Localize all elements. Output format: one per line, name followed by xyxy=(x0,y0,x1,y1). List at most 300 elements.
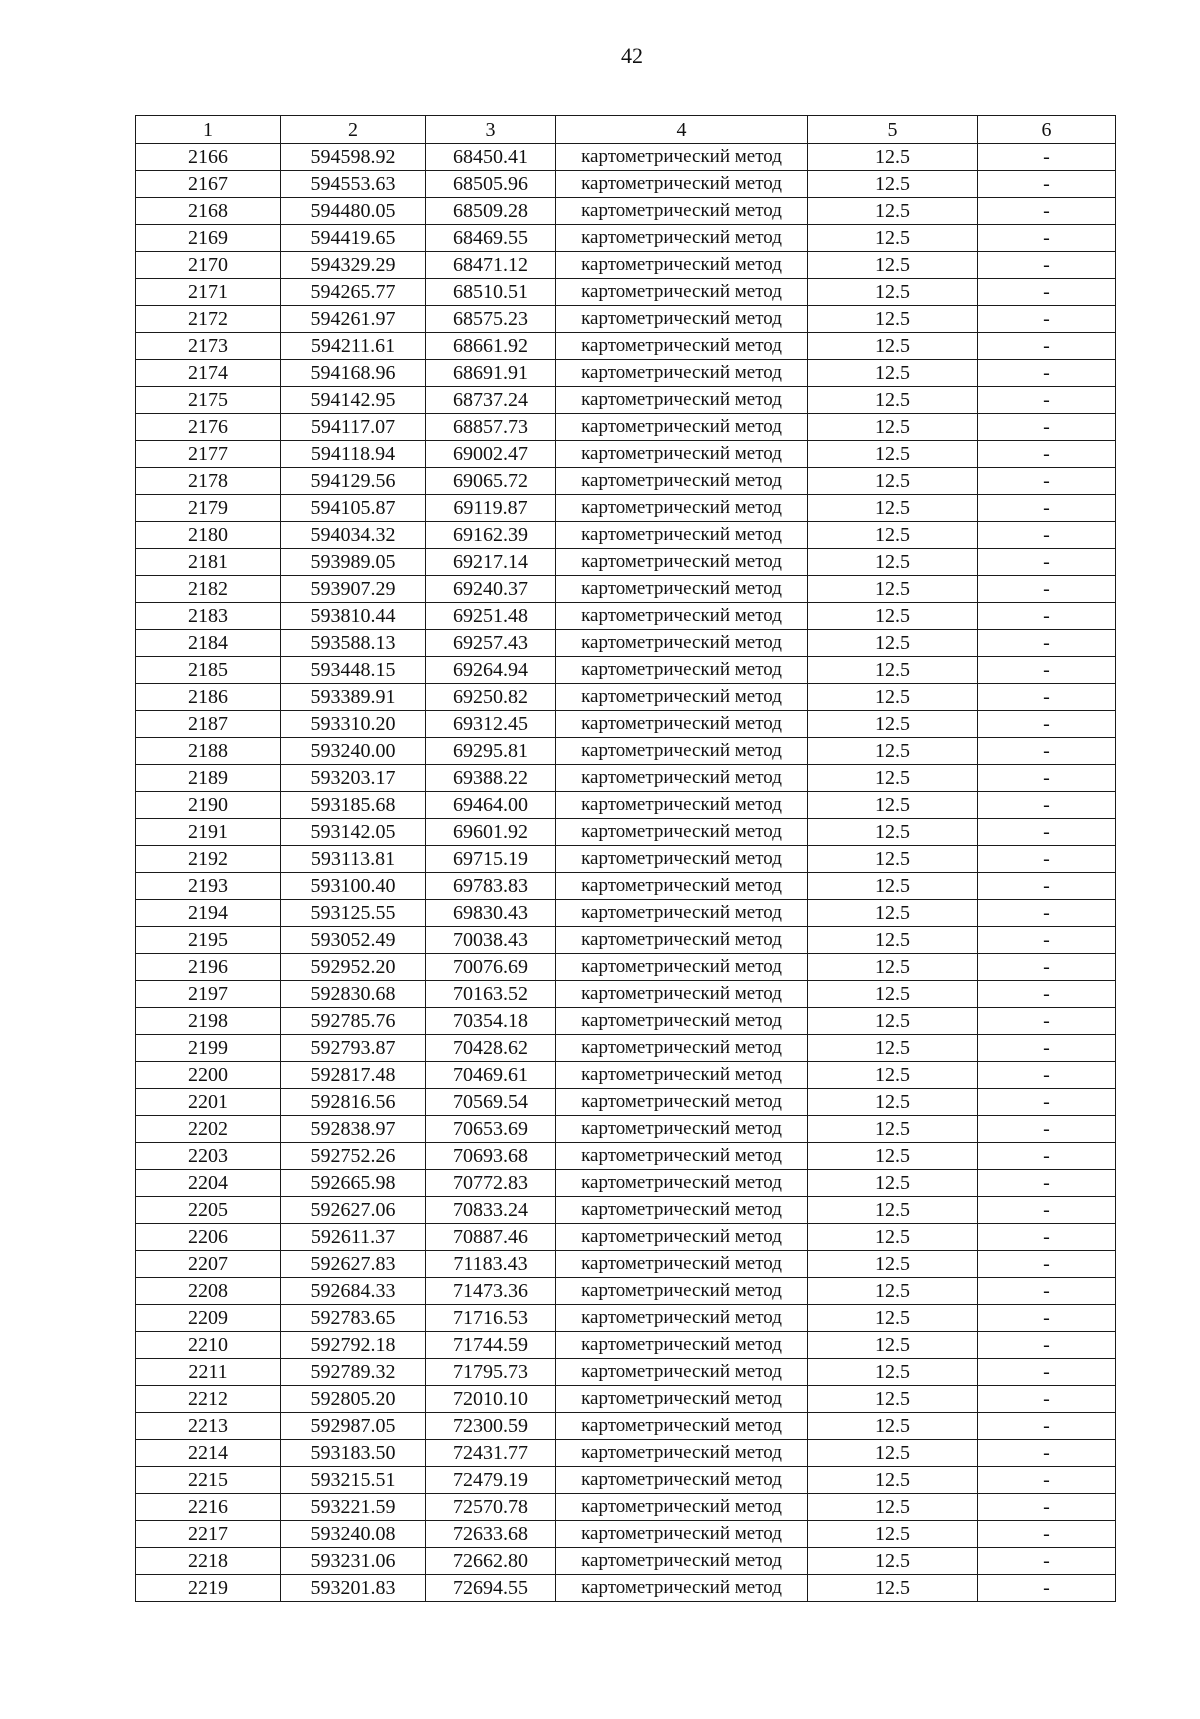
point-number-cell: 2171 xyxy=(136,279,281,306)
note-cell: - xyxy=(978,765,1116,792)
method-cell: картометрический метод xyxy=(556,954,808,981)
method-cell: картометрический метод xyxy=(556,738,808,765)
point-number-cell: 2209 xyxy=(136,1305,281,1332)
y-coordinate-cell: 69257.43 xyxy=(426,630,556,657)
table-row xyxy=(136,333,1116,360)
point-number-cell: 2166 xyxy=(136,144,281,171)
accuracy-cell: 12.5 xyxy=(808,711,978,738)
note-cell: - xyxy=(978,657,1116,684)
y-coordinate-cell: 69240.37 xyxy=(426,576,556,603)
table-row xyxy=(136,1359,1116,1386)
x-coordinate-cell: 592987.05 xyxy=(281,1413,426,1440)
note-cell: - xyxy=(978,1548,1116,1575)
accuracy-cell: 12.5 xyxy=(808,522,978,549)
method-cell: картометрический метод xyxy=(556,171,808,198)
x-coordinate-cell: 592952.20 xyxy=(281,954,426,981)
x-coordinate-cell: 594142.95 xyxy=(281,387,426,414)
point-number-cell: 2197 xyxy=(136,981,281,1008)
table-row xyxy=(136,1413,1116,1440)
y-coordinate-cell: 69251.48 xyxy=(426,603,556,630)
table-row xyxy=(136,900,1116,927)
table-row xyxy=(136,630,1116,657)
accuracy-cell: 12.5 xyxy=(808,1521,978,1548)
note-cell: - xyxy=(978,846,1116,873)
y-coordinate-cell: 72010.10 xyxy=(426,1386,556,1413)
point-number-cell: 2208 xyxy=(136,1278,281,1305)
method-cell: картометрический метод xyxy=(556,927,808,954)
accuracy-cell: 12.5 xyxy=(808,1008,978,1035)
point-number-cell: 2190 xyxy=(136,792,281,819)
x-coordinate-cell: 593310.20 xyxy=(281,711,426,738)
point-number-cell: 2217 xyxy=(136,1521,281,1548)
y-coordinate-cell: 69388.22 xyxy=(426,765,556,792)
point-number-cell: 2168 xyxy=(136,198,281,225)
point-number-cell: 2195 xyxy=(136,927,281,954)
y-coordinate-cell: 70887.46 xyxy=(426,1224,556,1251)
x-coordinate-cell: 593389.91 xyxy=(281,684,426,711)
header-cell-2: 2 xyxy=(281,116,426,144)
x-coordinate-cell: 594265.77 xyxy=(281,279,426,306)
table-row xyxy=(136,603,1116,630)
y-coordinate-cell: 72570.78 xyxy=(426,1494,556,1521)
note-cell: - xyxy=(978,711,1116,738)
x-coordinate-cell: 594168.96 xyxy=(281,360,426,387)
point-number-cell: 2181 xyxy=(136,549,281,576)
method-cell: картометрический метод xyxy=(556,1575,808,1602)
accuracy-cell: 12.5 xyxy=(808,144,978,171)
accuracy-cell: 12.5 xyxy=(808,333,978,360)
x-coordinate-cell: 593201.83 xyxy=(281,1575,426,1602)
method-cell: картометрический метод xyxy=(556,360,808,387)
note-cell: - xyxy=(978,522,1116,549)
accuracy-cell: 12.5 xyxy=(808,792,978,819)
table-row xyxy=(136,225,1116,252)
method-cell: картометрический метод xyxy=(556,711,808,738)
accuracy-cell: 12.5 xyxy=(808,495,978,522)
y-coordinate-cell: 70569.54 xyxy=(426,1089,556,1116)
method-cell: картометрический метод xyxy=(556,657,808,684)
y-coordinate-cell: 68857.73 xyxy=(426,414,556,441)
note-cell: - xyxy=(978,792,1116,819)
point-number-cell: 2169 xyxy=(136,225,281,252)
x-coordinate-cell: 594553.63 xyxy=(281,171,426,198)
point-number-cell: 2167 xyxy=(136,171,281,198)
x-coordinate-cell: 593810.44 xyxy=(281,603,426,630)
note-cell: - xyxy=(978,387,1116,414)
y-coordinate-cell: 72662.80 xyxy=(426,1548,556,1575)
y-coordinate-cell: 70038.43 xyxy=(426,927,556,954)
note-cell: - xyxy=(978,1575,1116,1602)
method-cell: картометрический метод xyxy=(556,522,808,549)
table-row xyxy=(136,279,1116,306)
x-coordinate-cell: 592830.68 xyxy=(281,981,426,1008)
accuracy-cell: 12.5 xyxy=(808,1548,978,1575)
accuracy-cell: 12.5 xyxy=(808,1278,978,1305)
x-coordinate-cell: 594598.92 xyxy=(281,144,426,171)
y-coordinate-cell: 68691.91 xyxy=(426,360,556,387)
x-coordinate-cell: 594261.97 xyxy=(281,306,426,333)
table-row xyxy=(136,1386,1116,1413)
accuracy-cell: 12.5 xyxy=(808,1575,978,1602)
x-coordinate-cell: 593185.68 xyxy=(281,792,426,819)
note-cell: - xyxy=(978,1467,1116,1494)
y-coordinate-cell: 68510.51 xyxy=(426,279,556,306)
x-coordinate-cell: 592684.33 xyxy=(281,1278,426,1305)
method-cell: картометрический метод xyxy=(556,144,808,171)
note-cell: - xyxy=(978,198,1116,225)
x-coordinate-cell: 593240.08 xyxy=(281,1521,426,1548)
point-number-cell: 2177 xyxy=(136,441,281,468)
note-cell: - xyxy=(978,1143,1116,1170)
note-cell: - xyxy=(978,927,1116,954)
table-row xyxy=(136,1521,1116,1548)
note-cell: - xyxy=(978,819,1116,846)
y-coordinate-cell: 70653.69 xyxy=(426,1116,556,1143)
note-cell: - xyxy=(978,1251,1116,1278)
x-coordinate-cell: 593907.29 xyxy=(281,576,426,603)
accuracy-cell: 12.5 xyxy=(808,1440,978,1467)
point-number-cell: 2207 xyxy=(136,1251,281,1278)
table-row xyxy=(136,657,1116,684)
y-coordinate-cell: 70428.62 xyxy=(426,1035,556,1062)
x-coordinate-cell: 593100.40 xyxy=(281,873,426,900)
method-cell: картометрический метод xyxy=(556,387,808,414)
x-coordinate-cell: 592665.98 xyxy=(281,1170,426,1197)
x-coordinate-cell: 593113.81 xyxy=(281,846,426,873)
note-cell: - xyxy=(978,900,1116,927)
x-coordinate-cell: 592792.18 xyxy=(281,1332,426,1359)
point-number-cell: 2174 xyxy=(136,360,281,387)
point-number-cell: 2185 xyxy=(136,657,281,684)
point-number-cell: 2189 xyxy=(136,765,281,792)
method-cell: картометрический метод xyxy=(556,576,808,603)
x-coordinate-cell: 594117.07 xyxy=(281,414,426,441)
point-number-cell: 2211 xyxy=(136,1359,281,1386)
point-number-cell: 2196 xyxy=(136,954,281,981)
method-cell: картометрический метод xyxy=(556,1197,808,1224)
note-cell: - xyxy=(978,630,1116,657)
y-coordinate-cell: 70693.68 xyxy=(426,1143,556,1170)
table-row xyxy=(136,1467,1116,1494)
x-coordinate-cell: 592816.56 xyxy=(281,1089,426,1116)
method-cell: картометрический метод xyxy=(556,1008,808,1035)
note-cell: - xyxy=(978,225,1116,252)
x-coordinate-cell: 593203.17 xyxy=(281,765,426,792)
accuracy-cell: 12.5 xyxy=(808,1467,978,1494)
method-cell: картометрический метод xyxy=(556,1386,808,1413)
page-number: 42 xyxy=(621,43,643,68)
accuracy-cell: 12.5 xyxy=(808,1332,978,1359)
y-coordinate-cell: 68469.55 xyxy=(426,225,556,252)
note-cell: - xyxy=(978,414,1116,441)
y-coordinate-cell: 72694.55 xyxy=(426,1575,556,1602)
accuracy-cell: 12.5 xyxy=(808,1062,978,1089)
accuracy-cell: 12.5 xyxy=(808,441,978,468)
y-coordinate-cell: 72300.59 xyxy=(426,1413,556,1440)
x-coordinate-cell: 594480.05 xyxy=(281,198,426,225)
note-cell: - xyxy=(978,441,1116,468)
accuracy-cell: 12.5 xyxy=(808,900,978,927)
method-cell: картометрический метод xyxy=(556,1413,808,1440)
accuracy-cell: 12.5 xyxy=(808,738,978,765)
accuracy-cell: 12.5 xyxy=(808,873,978,900)
method-cell: картометрический метод xyxy=(556,306,808,333)
note-cell: - xyxy=(978,1332,1116,1359)
point-number-cell: 2214 xyxy=(136,1440,281,1467)
y-coordinate-cell: 68471.12 xyxy=(426,252,556,279)
y-coordinate-cell: 69250.82 xyxy=(426,684,556,711)
point-number-cell: 2191 xyxy=(136,819,281,846)
header-cell-5: 5 xyxy=(808,116,978,144)
x-coordinate-cell: 593221.59 xyxy=(281,1494,426,1521)
note-cell: - xyxy=(978,1521,1116,1548)
method-cell: картометрический метод xyxy=(556,873,808,900)
y-coordinate-cell: 69312.45 xyxy=(426,711,556,738)
point-number-cell: 2200 xyxy=(136,1062,281,1089)
table-row xyxy=(136,738,1116,765)
table-row xyxy=(136,252,1116,279)
method-cell: картометрический метод xyxy=(556,1521,808,1548)
note-cell: - xyxy=(978,144,1116,171)
table-row xyxy=(136,873,1116,900)
point-number-cell: 2205 xyxy=(136,1197,281,1224)
table-row xyxy=(136,495,1116,522)
table-row xyxy=(136,927,1116,954)
point-number-cell: 2180 xyxy=(136,522,281,549)
x-coordinate-cell: 592785.76 xyxy=(281,1008,426,1035)
x-coordinate-cell: 593142.05 xyxy=(281,819,426,846)
y-coordinate-cell: 71744.59 xyxy=(426,1332,556,1359)
table-row xyxy=(136,846,1116,873)
accuracy-cell: 12.5 xyxy=(808,630,978,657)
table-row xyxy=(136,1008,1116,1035)
table-row xyxy=(136,1035,1116,1062)
point-number-cell: 2202 xyxy=(136,1116,281,1143)
table-row xyxy=(136,1305,1116,1332)
method-cell: картометрический метод xyxy=(556,1305,808,1332)
table-row xyxy=(136,1440,1116,1467)
header-row xyxy=(136,116,1116,144)
method-cell: картометрический метод xyxy=(556,900,808,927)
x-coordinate-cell: 592838.97 xyxy=(281,1116,426,1143)
x-coordinate-cell: 594329.29 xyxy=(281,252,426,279)
point-number-cell: 2194 xyxy=(136,900,281,927)
method-cell: картометрический метод xyxy=(556,1062,808,1089)
point-number-cell: 2204 xyxy=(136,1170,281,1197)
table-header xyxy=(136,116,1116,144)
coordinates-table xyxy=(135,115,1116,1602)
point-number-cell: 2213 xyxy=(136,1413,281,1440)
note-cell: - xyxy=(978,576,1116,603)
accuracy-cell: 12.5 xyxy=(808,549,978,576)
table-row xyxy=(136,468,1116,495)
y-coordinate-cell: 72479.19 xyxy=(426,1467,556,1494)
note-cell: - xyxy=(978,1440,1116,1467)
accuracy-cell: 12.5 xyxy=(808,1035,978,1062)
x-coordinate-cell: 592611.37 xyxy=(281,1224,426,1251)
table-row xyxy=(136,549,1116,576)
x-coordinate-cell: 594118.94 xyxy=(281,441,426,468)
accuracy-cell: 12.5 xyxy=(808,360,978,387)
point-number-cell: 2184 xyxy=(136,630,281,657)
accuracy-cell: 12.5 xyxy=(808,954,978,981)
point-number-cell: 2187 xyxy=(136,711,281,738)
note-cell: - xyxy=(978,1197,1116,1224)
x-coordinate-cell: 593125.55 xyxy=(281,900,426,927)
point-number-cell: 2188 xyxy=(136,738,281,765)
point-number-cell: 2170 xyxy=(136,252,281,279)
y-coordinate-cell: 69601.92 xyxy=(426,819,556,846)
accuracy-cell: 12.5 xyxy=(808,603,978,630)
table-row xyxy=(136,819,1116,846)
x-coordinate-cell: 592627.83 xyxy=(281,1251,426,1278)
note-cell: - xyxy=(978,1035,1116,1062)
note-cell: - xyxy=(978,1278,1116,1305)
table-row xyxy=(136,144,1116,171)
x-coordinate-cell: 592627.06 xyxy=(281,1197,426,1224)
note-cell: - xyxy=(978,873,1116,900)
y-coordinate-cell: 69295.81 xyxy=(426,738,556,765)
point-number-cell: 2219 xyxy=(136,1575,281,1602)
accuracy-cell: 12.5 xyxy=(808,1224,978,1251)
table-row xyxy=(136,1278,1116,1305)
y-coordinate-cell: 71716.53 xyxy=(426,1305,556,1332)
y-coordinate-cell: 68737.24 xyxy=(426,387,556,414)
x-coordinate-cell: 593215.51 xyxy=(281,1467,426,1494)
method-cell: картометрический метод xyxy=(556,441,808,468)
table-body xyxy=(136,144,1116,1602)
accuracy-cell: 12.5 xyxy=(808,1386,978,1413)
method-cell: картометрический метод xyxy=(556,414,808,441)
method-cell: картометрический метод xyxy=(556,981,808,1008)
note-cell: - xyxy=(978,1062,1116,1089)
accuracy-cell: 12.5 xyxy=(808,846,978,873)
method-cell: картометрический метод xyxy=(556,603,808,630)
x-coordinate-cell: 594129.56 xyxy=(281,468,426,495)
note-cell: - xyxy=(978,1305,1116,1332)
y-coordinate-cell: 70354.18 xyxy=(426,1008,556,1035)
table-row xyxy=(136,360,1116,387)
note-cell: - xyxy=(978,1008,1116,1035)
accuracy-cell: 12.5 xyxy=(808,387,978,414)
y-coordinate-cell: 69162.39 xyxy=(426,522,556,549)
accuracy-cell: 12.5 xyxy=(808,1143,978,1170)
accuracy-cell: 12.5 xyxy=(808,1170,978,1197)
point-number-cell: 2215 xyxy=(136,1467,281,1494)
accuracy-cell: 12.5 xyxy=(808,468,978,495)
note-cell: - xyxy=(978,1494,1116,1521)
y-coordinate-cell: 70163.52 xyxy=(426,981,556,1008)
table-row xyxy=(136,765,1116,792)
point-number-cell: 2212 xyxy=(136,1386,281,1413)
accuracy-cell: 12.5 xyxy=(808,1359,978,1386)
x-coordinate-cell: 593448.15 xyxy=(281,657,426,684)
note-cell: - xyxy=(978,1170,1116,1197)
point-number-cell: 2173 xyxy=(136,333,281,360)
method-cell: картометрический метод xyxy=(556,225,808,252)
method-cell: картометрический метод xyxy=(556,1332,808,1359)
method-cell: картометрический метод xyxy=(556,333,808,360)
note-cell: - xyxy=(978,171,1116,198)
table-row xyxy=(136,711,1116,738)
header-cell-4: 4 xyxy=(556,116,808,144)
note-cell: - xyxy=(978,1089,1116,1116)
note-cell: - xyxy=(978,360,1116,387)
method-cell: картометрический метод xyxy=(556,468,808,495)
table-row xyxy=(136,1170,1116,1197)
note-cell: - xyxy=(978,1359,1116,1386)
method-cell: картометрический метод xyxy=(556,846,808,873)
accuracy-cell: 12.5 xyxy=(808,684,978,711)
table-row xyxy=(136,522,1116,549)
x-coordinate-cell: 593240.00 xyxy=(281,738,426,765)
table-row xyxy=(136,792,1116,819)
table-row xyxy=(136,1062,1116,1089)
accuracy-cell: 12.5 xyxy=(808,1413,978,1440)
note-cell: - xyxy=(978,603,1116,630)
y-coordinate-cell: 72431.77 xyxy=(426,1440,556,1467)
point-number-cell: 2193 xyxy=(136,873,281,900)
x-coordinate-cell: 592789.32 xyxy=(281,1359,426,1386)
accuracy-cell: 12.5 xyxy=(808,1116,978,1143)
method-cell: картометрический метод xyxy=(556,765,808,792)
accuracy-cell: 12.5 xyxy=(808,765,978,792)
method-cell: картометрический метод xyxy=(556,1143,808,1170)
point-number-cell: 2172 xyxy=(136,306,281,333)
point-number-cell: 2201 xyxy=(136,1089,281,1116)
method-cell: картометрический метод xyxy=(556,495,808,522)
note-cell: - xyxy=(978,1413,1116,1440)
table-row xyxy=(136,954,1116,981)
table-row xyxy=(136,414,1116,441)
accuracy-cell: 12.5 xyxy=(808,198,978,225)
y-coordinate-cell: 69783.83 xyxy=(426,873,556,900)
y-coordinate-cell: 70772.83 xyxy=(426,1170,556,1197)
table-row xyxy=(136,1548,1116,1575)
method-cell: картометрический метод xyxy=(556,1116,808,1143)
accuracy-cell: 12.5 xyxy=(808,927,978,954)
accuracy-cell: 12.5 xyxy=(808,414,978,441)
x-coordinate-cell: 592783.65 xyxy=(281,1305,426,1332)
x-coordinate-cell: 594034.32 xyxy=(281,522,426,549)
method-cell: картометрический метод xyxy=(556,279,808,306)
point-number-cell: 2178 xyxy=(136,468,281,495)
note-cell: - xyxy=(978,549,1116,576)
table-row xyxy=(136,171,1116,198)
x-coordinate-cell: 593588.13 xyxy=(281,630,426,657)
y-coordinate-cell: 69715.19 xyxy=(426,846,556,873)
table-row xyxy=(136,1089,1116,1116)
method-cell: картометрический метод xyxy=(556,1467,808,1494)
point-number-cell: 2182 xyxy=(136,576,281,603)
y-coordinate-cell: 69065.72 xyxy=(426,468,556,495)
point-number-cell: 2216 xyxy=(136,1494,281,1521)
accuracy-cell: 12.5 xyxy=(808,279,978,306)
note-cell: - xyxy=(978,738,1116,765)
point-number-cell: 2186 xyxy=(136,684,281,711)
x-coordinate-cell: 594211.61 xyxy=(281,333,426,360)
y-coordinate-cell: 68575.23 xyxy=(426,306,556,333)
header-cell-6: 6 xyxy=(978,116,1116,144)
note-cell: - xyxy=(978,306,1116,333)
method-cell: картометрический метод xyxy=(556,630,808,657)
x-coordinate-cell: 593989.05 xyxy=(281,549,426,576)
y-coordinate-cell: 69264.94 xyxy=(426,657,556,684)
method-cell: картометрический метод xyxy=(556,1494,808,1521)
table-row xyxy=(136,1332,1116,1359)
y-coordinate-cell: 68450.41 xyxy=(426,144,556,171)
method-cell: картометрический метод xyxy=(556,1548,808,1575)
